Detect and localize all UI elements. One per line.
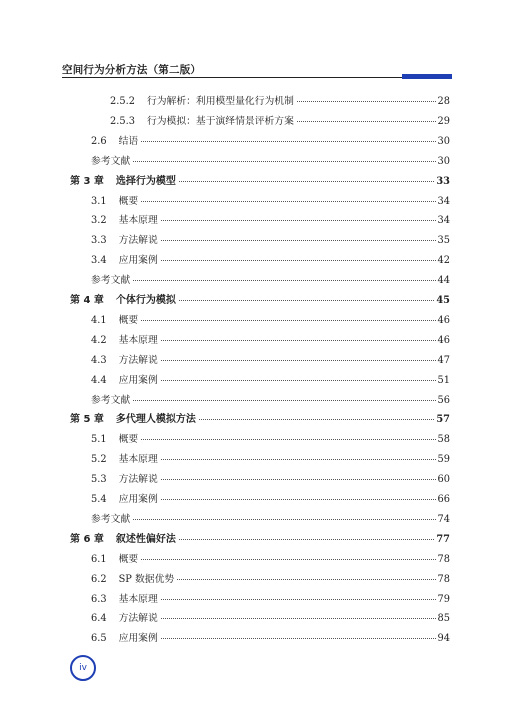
toc-entry-number: 5.3 [91,474,107,486]
toc-entry-title: 多代理人模拟方法 [115,414,196,426]
toc-entry-page: 94 [437,633,450,645]
toc-entry-row [91,433,450,447]
toc-entry-page: 57 [436,414,450,426]
toc-entry-number: 3.1 [91,195,107,207]
dot-leader [161,618,436,619]
toc-entry-page: 30 [437,155,450,167]
dot-leader [133,400,435,401]
toc-entry-title: 应用案例 [118,633,158,645]
toc-entry-row [91,374,450,388]
toc-entry-title: 应用案例 [118,374,158,386]
toc-entry-number: 6.4 [91,613,107,625]
toc-entry-number: 4.2 [91,334,107,346]
toc-entry-label [70,175,176,189]
toc-entry-label [91,234,158,248]
toc-entry-page: 33 [436,175,450,187]
header-rule [62,77,452,78]
toc-entry-label [91,493,158,507]
toc-entry-number: 3.2 [91,215,107,227]
dot-leader [297,121,436,122]
dot-leader [179,181,434,182]
dot-leader [133,519,435,520]
toc-entry-label [91,453,158,467]
toc-entry-label [91,254,158,268]
toc-entry-title: 方法解说 [118,613,158,625]
toc-entry-title: 参考文献 [91,513,131,525]
toc-entry-title: 方法解说 [118,235,158,247]
toc-entry-title: 概要 [118,434,139,446]
toc-entry-page: 28 [437,96,450,107]
toc-chapter-row [70,413,450,427]
toc-entry-page: 46 [437,334,450,346]
toc-entry-label [91,473,158,487]
dot-leader [141,201,435,202]
dot-leader [177,579,435,580]
toc-chapter-row [70,533,450,547]
toc-entry-number: 第 4 章 [70,295,104,306]
toc-entry-row [91,234,450,248]
toc-entry-label [91,593,158,607]
toc-entry-title: 基本原理 [118,593,158,605]
running-header [62,62,452,78]
dot-leader [161,479,436,480]
toc-entry-label [70,294,176,308]
toc-entry-number: 3.3 [91,235,107,247]
toc-entry-row [91,473,450,487]
toc-entry-page: 42 [437,255,450,267]
toc-entry-row [91,453,450,467]
toc-entry-row [110,115,450,129]
toc-entry-page: 29 [437,115,450,127]
toc-entry-page: 78 [437,553,450,565]
toc-entry-title: 参考文献 [91,155,131,167]
toc-entry-number: 第 6 章 [70,533,104,545]
toc-entry-number: 2.6 [91,135,107,147]
page-number: iv [79,663,87,673]
dot-leader [161,240,436,241]
toc-entry-title: 行为解析：利用模型量化行为机制 [146,96,294,107]
toc-entry-label [91,632,158,646]
dot-leader [141,141,435,142]
toc-entry-number: 5.4 [91,494,107,505]
toc-entry-row [91,593,450,607]
dot-leader [161,599,436,600]
dot-leader [161,260,436,261]
toc-entry-title: 个体行为模拟 [115,295,176,306]
toc-entry-number: 4.3 [91,354,107,366]
dot-leader [141,320,435,321]
toc-entry-page: 56 [437,394,450,406]
toc-entry-label [91,274,130,288]
toc-entry-title: 方法解说 [118,354,158,366]
toc-entry-row [91,612,450,626]
dot-leader [161,340,436,341]
toc-entry-row [110,95,450,109]
book-title: 空间行为分析方法（第二版） [62,64,202,76]
toc-entry-row [91,394,450,408]
toc-entry-row [91,334,450,348]
dot-leader [133,161,435,162]
toc-entry-title: 基本原理 [118,334,158,346]
toc-entry-title: 行为模拟：基于演绎情景评析方案 [146,115,294,127]
toc-entry-number: 第 5 章 [70,414,104,426]
toc-entry-row [91,314,450,328]
toc-entry-row [91,513,450,527]
toc-entry-label [91,553,138,567]
toc-entry-page: 59 [437,454,450,466]
toc-entry-page: 74 [437,513,450,525]
toc-entry-number: 第 3 章 [70,175,104,187]
toc-entry-page: 34 [437,195,450,207]
toc-entry-label [91,433,138,447]
toc-entry-number: 2.5.3 [110,115,135,127]
toc-entry-label [91,394,130,408]
toc-chapter-row [70,294,450,308]
toc-entry-label [91,334,158,348]
page-number-badge [70,655,96,681]
toc-entry-title: 叙述性偏好法 [115,533,176,545]
dot-leader [161,459,436,460]
toc-entry-label [91,612,158,626]
toc-entry-number: 6.1 [91,553,107,565]
toc-entry-page: 85 [437,613,450,625]
dot-leader [133,280,435,281]
toc-entry-row [91,274,450,288]
toc-entry-label [110,95,294,109]
toc-entry-title: 参考文献 [91,275,131,287]
toc-entry-label [70,413,196,427]
toc-entry-number: 3.4 [91,255,107,267]
toc-entry-row [91,632,450,646]
toc-entry-number: 2.5.2 [110,96,135,107]
toc-entry-page: 51 [437,374,450,386]
toc-entry-title: 应用案例 [118,494,158,505]
toc-entry-row [91,493,450,507]
toc-entry-page: 44 [437,275,450,287]
toc-entry-page: 78 [437,573,450,585]
toc-entry-title: SP 数据优势 [118,573,175,585]
toc-entry-row [91,155,450,169]
toc-entry-label [91,195,138,209]
toc-entry-page: 35 [437,235,450,247]
toc-entry-title: 概要 [118,553,139,565]
toc-entry-row [91,553,450,567]
toc-entry-label [91,513,130,527]
toc-entry-title: 方法解说 [118,474,158,486]
toc-entry-number: 4.1 [91,314,107,326]
toc-entry-row [91,254,450,268]
dot-leader [161,638,436,639]
dot-leader [199,419,434,420]
toc-entry-title: 应用案例 [118,255,158,267]
toc-entry-page: 34 [437,215,450,227]
toc-chapter-row [70,175,450,189]
dot-leader [179,300,434,301]
toc-entry-row [91,135,450,149]
toc-entry-title: 参考文献 [91,394,131,406]
toc-entry-label [91,214,158,228]
toc-entry-label [91,354,158,368]
toc-entry-page: 77 [436,533,450,545]
toc-entry-page: 45 [436,295,450,306]
dot-leader [297,101,436,102]
toc-entry-page: 79 [437,593,450,605]
toc-entry-title: 概要 [118,195,139,207]
toc-entry-title: 选择行为模型 [115,175,176,187]
toc-entry-page: 47 [437,354,450,366]
toc-entry-number: 6.2 [91,573,107,585]
toc-entry-title: 基本原理 [118,454,158,466]
toc-entry-number: 6.3 [91,593,107,605]
toc-entry-label [91,573,174,587]
toc-entry-label [91,374,158,388]
dot-leader [141,559,435,560]
toc-entry-number: 6.5 [91,633,107,645]
toc-entry-number: 5.2 [91,454,107,466]
toc-entry-title: 结语 [118,135,139,147]
toc-entry-row [91,214,450,228]
dot-leader [141,439,435,440]
toc-entry-row [91,573,450,587]
dot-leader [161,220,436,221]
toc-entry-label [91,314,138,328]
toc-entry-number: 5.1 [91,434,107,446]
header-accent-bar [402,74,452,79]
toc-entry-page: 46 [437,314,450,326]
toc-entry-title: 概要 [118,314,139,326]
dot-leader [179,539,434,540]
toc-entry-label [91,135,138,149]
toc-entry-page: 58 [437,434,450,446]
dot-leader [161,380,436,381]
dot-leader [161,499,436,500]
toc-entry-label [91,155,130,169]
dot-leader [161,360,436,361]
toc-entry-label [110,115,294,129]
toc-entry-page: 60 [437,474,450,486]
toc-entry-title: 基本原理 [118,215,158,227]
toc-entry-row [91,354,450,368]
toc-entry-label [70,533,176,547]
toc-entry-page: 30 [437,135,450,147]
toc-entry-number: 4.4 [91,374,107,386]
toc-entry-row [91,195,450,209]
toc-entry-page: 66 [437,494,450,505]
